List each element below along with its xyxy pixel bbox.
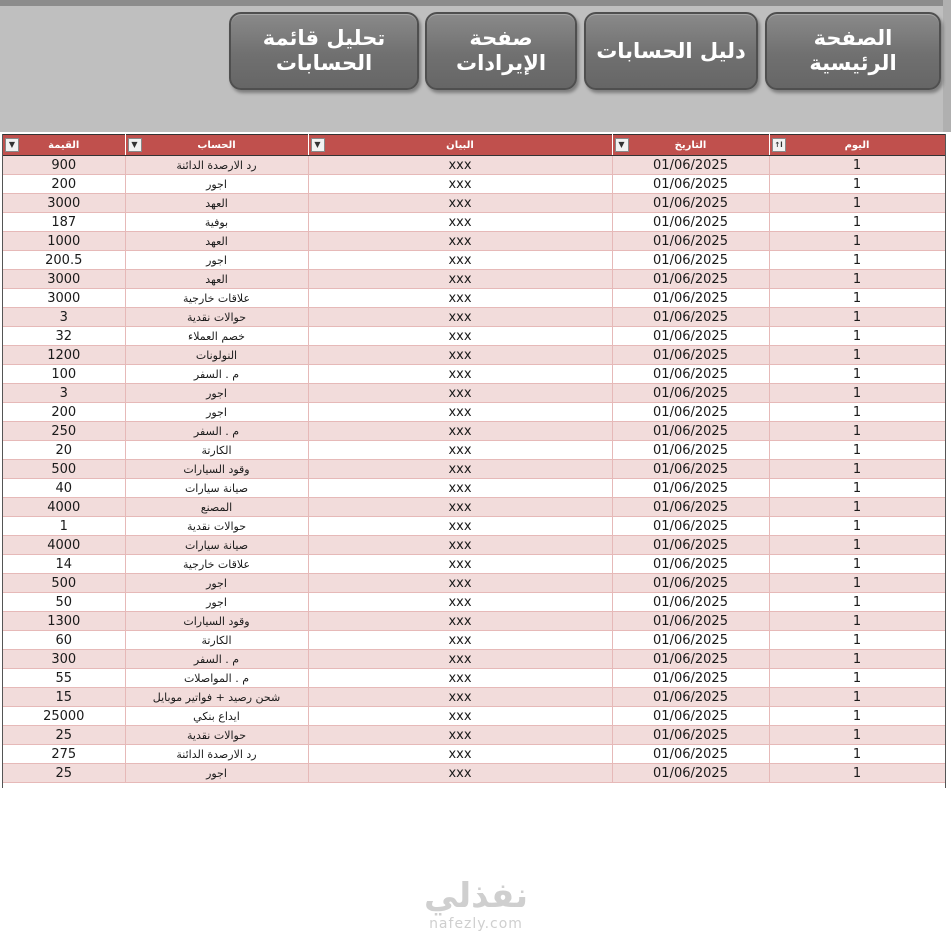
cell-value[interactable]: 55 <box>3 669 125 688</box>
cell-account[interactable]: م . المواصلات <box>125 669 308 688</box>
cell-date[interactable]: 01/06/2025 <box>612 745 769 764</box>
table-row <box>3 232 945 251</box>
cell-date[interactable]: 01/06/2025 <box>612 384 769 403</box>
dropdown-arrow-icon[interactable]: ▼ <box>5 138 19 152</box>
table-row <box>3 688 945 707</box>
home-button-label: الصفحة الرئيسية <box>809 26 897 75</box>
cell-date[interactable]: 01/06/2025 <box>612 346 769 365</box>
cell-statement[interactable]: xxx <box>308 384 612 403</box>
transactions-table <box>3 134 946 783</box>
cell-statement[interactable]: xxx <box>308 745 612 764</box>
cell-account[interactable]: شحن رصيد + فواتير موبايل <box>125 688 308 707</box>
table-row <box>3 650 945 669</box>
cell-date[interactable]: 01/06/2025 <box>612 764 769 783</box>
accounts-guide-button[interactable] <box>584 12 758 90</box>
table-row <box>3 574 945 593</box>
cell-value[interactable]: 25 <box>3 764 125 783</box>
cell-statement[interactable]: xxx <box>308 289 612 308</box>
cell-value[interactable]: 25 <box>3 726 125 745</box>
table-row <box>3 631 945 650</box>
header-day: ↑ا اليوم <box>769 135 945 156</box>
header-statement: ▼ البيان <box>308 135 612 156</box>
cell-day[interactable]: 1 <box>769 346 945 365</box>
cell-value[interactable]: 3 <box>3 308 125 327</box>
cell-statement[interactable]: xxx <box>308 517 612 536</box>
cell-account[interactable]: اجور <box>125 593 308 612</box>
cell-day[interactable]: 1 <box>769 707 945 726</box>
cell-value[interactable]: 1300 <box>3 612 125 631</box>
cell-day[interactable]: 1 <box>769 175 945 194</box>
cell-date[interactable]: 01/06/2025 <box>612 232 769 251</box>
table-row <box>3 460 945 479</box>
cell-date[interactable]: 01/06/2025 <box>612 479 769 498</box>
cell-statement[interactable]: xxx <box>308 498 612 517</box>
cell-day[interactable]: 1 <box>769 650 945 669</box>
table-row <box>3 289 945 308</box>
revenue-page-button-label: صفحة الإيرادات <box>455 26 547 75</box>
table-row <box>3 365 945 384</box>
dropdown-arrow-icon[interactable]: ▼ <box>311 138 325 152</box>
table-row <box>3 707 945 726</box>
cell-value[interactable]: 300 <box>3 650 125 669</box>
cell-statement[interactable]: xxx <box>308 365 612 384</box>
cell-date[interactable]: 01/06/2025 <box>612 517 769 536</box>
cell-day[interactable]: 1 <box>769 593 945 612</box>
cell-day[interactable]: 1 <box>769 479 945 498</box>
cell-value[interactable]: 40 <box>3 479 125 498</box>
cell-date[interactable]: 01/06/2025 <box>612 213 769 232</box>
cell-day[interactable]: 1 <box>769 422 945 441</box>
cell-account[interactable]: الكارتة <box>125 631 308 650</box>
cell-value[interactable]: 200 <box>3 403 125 422</box>
table-row <box>3 764 945 783</box>
cell-date[interactable]: 01/06/2025 <box>612 270 769 289</box>
cell-account[interactable]: علاقات خارجية <box>125 555 308 574</box>
cell-account[interactable]: خصم العملاء <box>125 327 308 346</box>
cell-date[interactable]: 01/06/2025 <box>612 365 769 384</box>
table-row <box>3 270 945 289</box>
cell-account[interactable]: وقود السيارات <box>125 612 308 631</box>
cell-value[interactable]: 500 <box>3 460 125 479</box>
cell-value[interactable]: 3 <box>3 384 125 403</box>
cell-value[interactable]: 275 <box>3 745 125 764</box>
cell-account[interactable]: العهد <box>125 194 308 213</box>
cell-account[interactable]: النولونات <box>125 346 308 365</box>
cell-date[interactable]: 01/06/2025 <box>612 631 769 650</box>
cell-account[interactable]: وقود السيارات <box>125 460 308 479</box>
table-row <box>3 517 945 536</box>
cell-value[interactable]: 4000 <box>3 498 125 517</box>
cell-date[interactable]: 01/06/2025 <box>612 574 769 593</box>
cell-value[interactable]: 900 <box>3 156 125 175</box>
cell-day[interactable]: 1 <box>769 327 945 346</box>
cell-value[interactable]: 32 <box>3 327 125 346</box>
table-row <box>3 384 945 403</box>
cell-statement[interactable]: xxx <box>308 593 612 612</box>
cell-statement[interactable]: xxx <box>308 460 612 479</box>
home-button[interactable] <box>765 12 941 90</box>
transactions-sheet <box>2 134 946 788</box>
cell-day[interactable]: 1 <box>769 289 945 308</box>
cell-account[interactable]: بوفية <box>125 213 308 232</box>
cell-date[interactable]: 01/06/2025 <box>612 403 769 422</box>
cell-value[interactable]: 3000 <box>3 289 125 308</box>
header-date: ▼ التاريخ <box>612 135 769 156</box>
cell-statement[interactable]: xxx <box>308 403 612 422</box>
cell-statement[interactable]: xxx <box>308 346 612 365</box>
cell-statement[interactable]: xxx <box>308 194 612 213</box>
cell-value[interactable]: 100 <box>3 365 125 384</box>
cell-statement[interactable]: xxx <box>308 631 612 650</box>
cell-value[interactable]: 15 <box>3 688 125 707</box>
cell-date[interactable]: 01/06/2025 <box>612 726 769 745</box>
table-row <box>3 175 945 194</box>
table-row <box>3 441 945 460</box>
table-row <box>3 555 945 574</box>
watermark-logo <box>418 876 534 940</box>
watermark-latin: nafezly.com <box>429 916 523 932</box>
table-row <box>3 479 945 498</box>
revenue-page-button[interactable] <box>425 12 577 90</box>
cell-date[interactable]: 01/06/2025 <box>612 707 769 726</box>
table-row <box>3 536 945 555</box>
cell-account[interactable]: م . السفر <box>125 422 308 441</box>
cell-date[interactable]: 01/06/2025 <box>612 650 769 669</box>
cell-statement[interactable]: xxx <box>308 555 612 574</box>
cell-statement[interactable]: xxx <box>308 764 612 783</box>
cell-date[interactable]: 01/06/2025 <box>612 251 769 270</box>
cell-statement[interactable]: xxx <box>308 479 612 498</box>
cell-statement[interactable]: xxx <box>308 726 612 745</box>
cell-date[interactable]: 01/06/2025 <box>612 688 769 707</box>
accounts-analysis-button[interactable] <box>229 12 419 90</box>
cell-day[interactable]: 1 <box>769 498 945 517</box>
scroll-edge <box>943 0 951 132</box>
table-row <box>3 213 945 232</box>
cell-statement[interactable]: xxx <box>308 650 612 669</box>
cell-statement[interactable]: xxx <box>308 707 612 726</box>
cell-statement[interactable]: xxx <box>308 308 612 327</box>
cell-value[interactable]: 20 <box>3 441 125 460</box>
cell-date[interactable]: 01/06/2025 <box>612 422 769 441</box>
table-row <box>3 156 945 175</box>
cell-value[interactable]: 200 <box>3 175 125 194</box>
cell-day[interactable]: 1 <box>769 536 945 555</box>
cell-account[interactable]: م . السفر <box>125 365 308 384</box>
cell-value[interactable]: 3000 <box>3 270 125 289</box>
cell-day[interactable]: 1 <box>769 688 945 707</box>
cell-day[interactable]: 1 <box>769 555 945 574</box>
cell-date[interactable]: 01/06/2025 <box>612 669 769 688</box>
cell-statement[interactable]: xxx <box>308 213 612 232</box>
table-row <box>3 346 945 365</box>
sort-filter-icon[interactable]: ↑ا <box>772 138 786 152</box>
cell-account[interactable]: اجور <box>125 384 308 403</box>
cell-value[interactable]: 250 <box>3 422 125 441</box>
table-row <box>3 327 945 346</box>
cell-day[interactable]: 1 <box>769 517 945 536</box>
cell-value[interactable]: 500 <box>3 574 125 593</box>
cell-day[interactable]: 1 <box>769 213 945 232</box>
cell-date[interactable]: 01/06/2025 <box>612 156 769 175</box>
cell-account[interactable]: علاقات خارجية <box>125 289 308 308</box>
cell-statement[interactable]: xxx <box>308 441 612 460</box>
cell-date[interactable]: 01/06/2025 <box>612 536 769 555</box>
header-value: ▼ القيمة <box>3 135 125 156</box>
cell-account[interactable]: رد الارصدة الدائنة <box>125 745 308 764</box>
cell-account[interactable]: حوالات نقدية <box>125 308 308 327</box>
cell-value[interactable]: 187 <box>3 213 125 232</box>
cell-account[interactable]: الكارتة <box>125 441 308 460</box>
cell-value[interactable]: 1200 <box>3 346 125 365</box>
cell-account[interactable]: م . السفر <box>125 650 308 669</box>
cell-account[interactable]: صيانة سيارات <box>125 479 308 498</box>
cell-account[interactable]: المصنع <box>125 498 308 517</box>
cell-statement[interactable]: xxx <box>308 669 612 688</box>
cell-account[interactable]: حوالات نقدية <box>125 726 308 745</box>
cell-statement[interactable]: xxx <box>308 612 612 631</box>
cell-day[interactable]: 1 <box>769 194 945 213</box>
cell-account[interactable]: حوالات نقدية <box>125 517 308 536</box>
cell-day[interactable]: 1 <box>769 441 945 460</box>
top-border <box>0 0 951 6</box>
cell-day[interactable]: 1 <box>769 232 945 251</box>
cell-statement[interactable]: xxx <box>308 156 612 175</box>
accounts-analysis-button-label: تحليل قائمة الحسابات <box>262 26 386 75</box>
cell-date[interactable]: 01/06/2025 <box>612 612 769 631</box>
cell-date[interactable]: 01/06/2025 <box>612 441 769 460</box>
cell-date[interactable]: 01/06/2025 <box>612 593 769 612</box>
cell-day[interactable]: 1 <box>769 726 945 745</box>
cell-statement[interactable]: xxx <box>308 251 612 270</box>
table-row <box>3 251 945 270</box>
table-header-row <box>3 135 945 156</box>
cell-day[interactable]: 1 <box>769 308 945 327</box>
cell-day[interactable]: 1 <box>769 156 945 175</box>
cell-statement[interactable]: xxx <box>308 422 612 441</box>
cell-value[interactable]: 4000 <box>3 536 125 555</box>
cell-account[interactable]: صيانة سيارات <box>125 536 308 555</box>
table-row <box>3 422 945 441</box>
cell-day[interactable]: 1 <box>769 460 945 479</box>
cell-value[interactable]: 1 <box>3 517 125 536</box>
cell-statement[interactable]: xxx <box>308 232 612 251</box>
cell-day[interactable]: 1 <box>769 631 945 650</box>
cell-day[interactable]: 1 <box>769 612 945 631</box>
table-row <box>3 669 945 688</box>
cell-date[interactable]: 01/06/2025 <box>612 194 769 213</box>
watermark-arabic: نفذلي <box>423 876 529 916</box>
cell-day[interactable]: 1 <box>769 669 945 688</box>
cell-statement[interactable]: xxx <box>308 270 612 289</box>
table-row <box>3 308 945 327</box>
cell-value[interactable]: 50 <box>3 593 125 612</box>
dropdown-arrow-icon[interactable]: ▼ <box>615 138 629 152</box>
cell-statement[interactable]: xxx <box>308 175 612 194</box>
table-row <box>3 726 945 745</box>
cell-statement[interactable]: xxx <box>308 327 612 346</box>
table-row <box>3 745 945 764</box>
table-row <box>3 403 945 422</box>
header-account: ▼ الحساب <box>125 135 308 156</box>
table-row <box>3 593 945 612</box>
accounts-guide-button-label: دليل الحسابات <box>596 38 746 63</box>
cell-day[interactable]: 1 <box>769 365 945 384</box>
cell-value[interactable]: 1000 <box>3 232 125 251</box>
cell-account[interactable]: ايداع بنكي <box>125 707 308 726</box>
cell-value[interactable]: 60 <box>3 631 125 650</box>
cell-account[interactable]: اجور <box>125 251 308 270</box>
table-row <box>3 498 945 517</box>
cell-day[interactable]: 1 <box>769 403 945 422</box>
cell-date[interactable]: 01/06/2025 <box>612 175 769 194</box>
cell-account[interactable]: اجور <box>125 403 308 422</box>
cell-date[interactable]: 01/06/2025 <box>612 460 769 479</box>
cell-value[interactable]: 25000 <box>3 707 125 726</box>
table-row <box>3 194 945 213</box>
cell-statement[interactable]: xxx <box>308 536 612 555</box>
cell-date[interactable]: 01/06/2025 <box>612 498 769 517</box>
cell-statement[interactable]: xxx <box>308 574 612 593</box>
top-panel <box>0 0 951 132</box>
cell-day[interactable]: 1 <box>769 745 945 764</box>
cell-day[interactable]: 1 <box>769 384 945 403</box>
cell-day[interactable]: 1 <box>769 251 945 270</box>
cell-account[interactable]: العهد <box>125 232 308 251</box>
cell-day[interactable]: 1 <box>769 270 945 289</box>
cell-date[interactable]: 01/06/2025 <box>612 308 769 327</box>
cell-value[interactable]: 3000 <box>3 194 125 213</box>
cell-account[interactable]: العهد <box>125 270 308 289</box>
cell-day[interactable]: 1 <box>769 574 945 593</box>
cell-date[interactable]: 01/06/2025 <box>612 555 769 574</box>
table-row <box>3 612 945 631</box>
cell-account[interactable]: اجور <box>125 574 308 593</box>
cell-value[interactable]: 14 <box>3 555 125 574</box>
cell-date[interactable]: 01/06/2025 <box>612 289 769 308</box>
cell-statement[interactable]: xxx <box>308 688 612 707</box>
dropdown-arrow-icon[interactable]: ▼ <box>128 138 142 152</box>
cell-day[interactable]: 1 <box>769 764 945 783</box>
cell-account[interactable]: اجور <box>125 175 308 194</box>
cell-value[interactable]: 200.5 <box>3 251 125 270</box>
cell-date[interactable]: 01/06/2025 <box>612 327 769 346</box>
cell-account[interactable]: رد الارصدة الدائنة <box>125 156 308 175</box>
cell-account[interactable]: اجور <box>125 764 308 783</box>
